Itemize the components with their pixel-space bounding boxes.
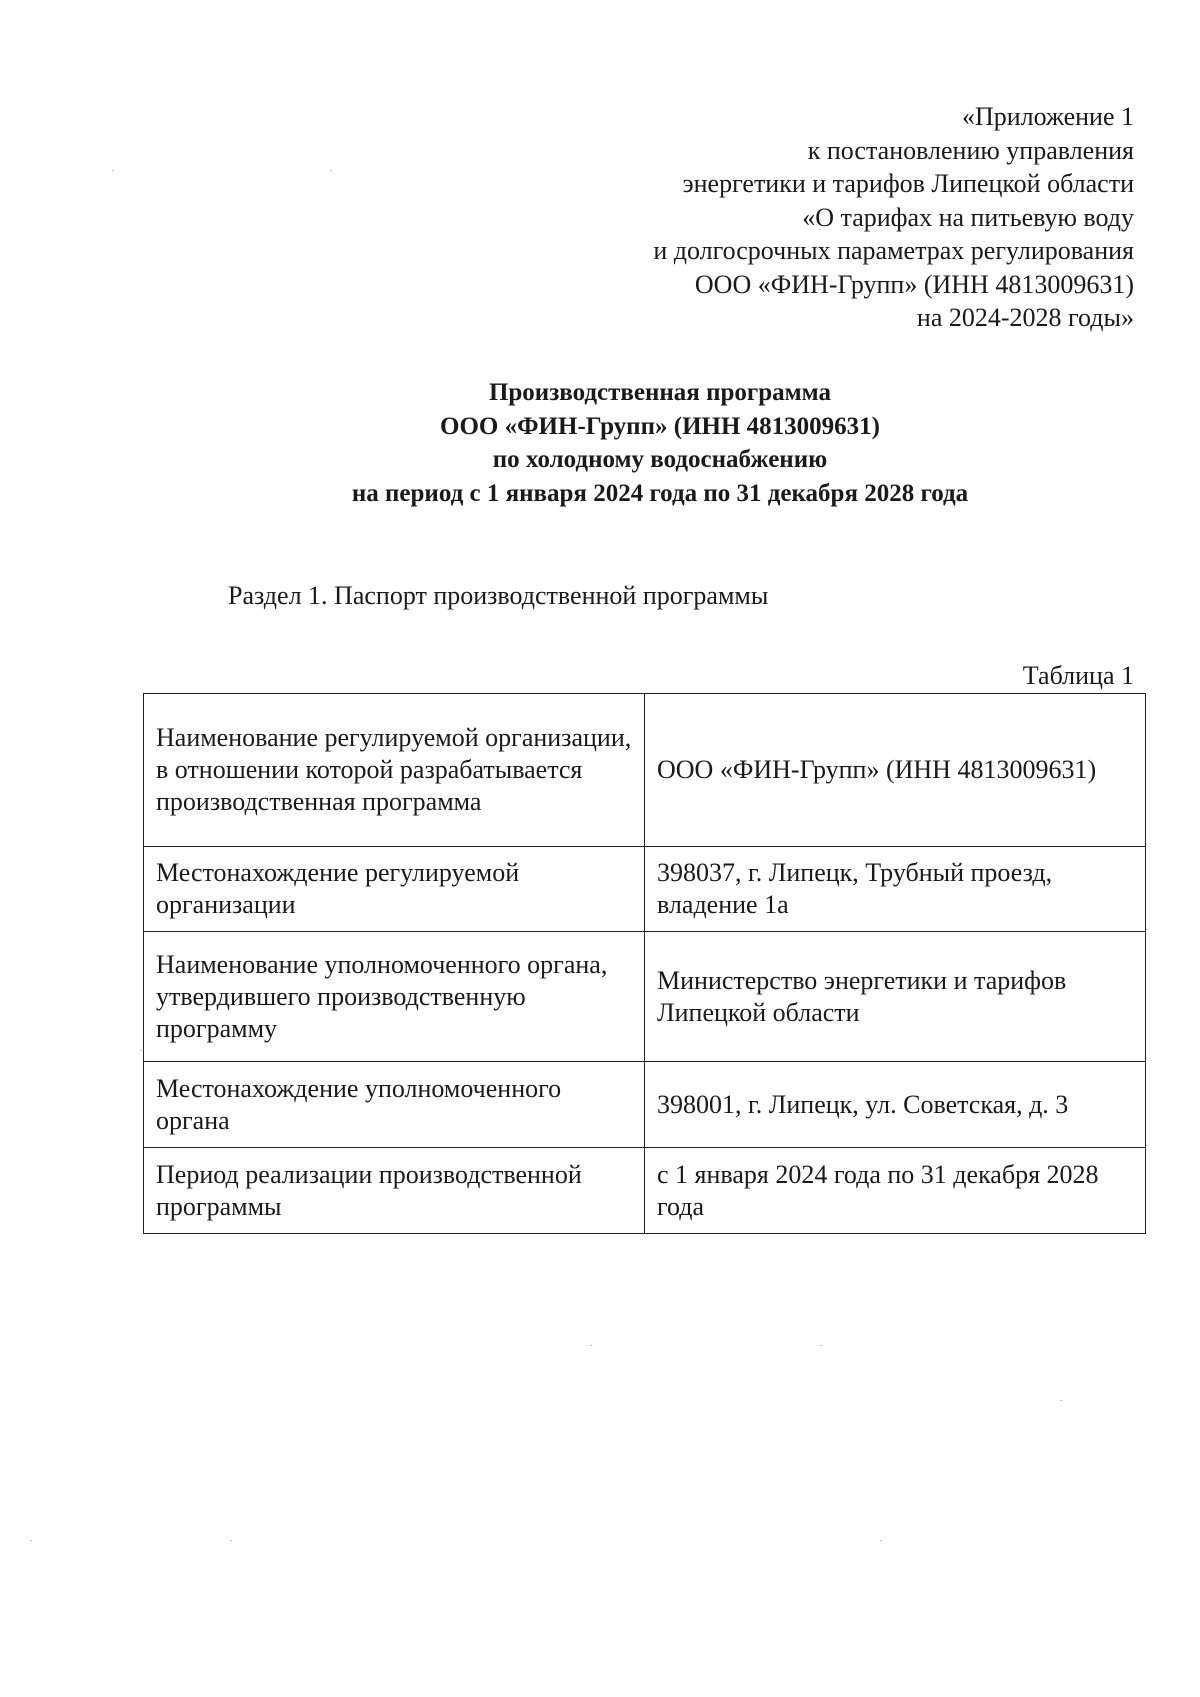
scan-speck [112,170,114,171]
passport-table [143,693,1146,1234]
scan-speck [820,1345,822,1346]
table-row [144,847,1146,932]
appendix-line: и долгосрочных параметрах регулирования [653,236,1134,265]
title-line: ООО «ФИН-Групп» (ИНН 4813009631) [440,412,880,440]
scan-speck [330,170,332,171]
scan-speck [30,1540,32,1541]
table-row [144,932,1146,1062]
table-row [144,694,1146,847]
appendix-line: энергетики и тарифов Липецкой области [682,169,1134,198]
appendix-line: «Приложение 1 [961,102,1134,131]
appendix-line: ООО «ФИН-Групп» (ИНН 4813009631) [694,269,1134,299]
scan-speck [1060,1400,1062,1401]
scan-speck [880,1540,882,1541]
document-title [300,376,1020,510]
appendix-header [653,100,1134,335]
section-heading: Раздел 1. Паспорт производственной программы [228,581,769,610]
table-row [144,1062,1146,1148]
scan-speck [230,1540,232,1541]
appendix-line: «О тарифах на питьевую воду [802,202,1134,232]
title-line: Производственная программа [488,379,832,406]
table-cell-label: Период реализации производственной программы [144,1148,645,1234]
appendix-line: к постановлению управления [807,135,1134,165]
table-cell-value: 398037, г. Липецк, Трубный проезд, владение 1а [645,847,1146,932]
scan-speck [590,1345,592,1346]
table-cell-value: с 1 января 2024 года по 31 декабря 2028 года [645,1148,1146,1234]
table-row [144,1148,1146,1234]
table-cell-value: 398001, г. Липецк, ул. Советская, д. 3 [645,1062,1146,1148]
scan-speck [140,1050,142,1051]
table-cell-value: Министерство энергетики и тарифов Липецкой области [645,932,1146,1062]
appendix-line: на 2024-2028 годы» [916,303,1134,332]
table-cell-label: Наименование уполномоченного органа, утвердившего производственную программу [144,932,645,1062]
table-cell-label: Местонахождение уполномоченного органа [144,1062,645,1148]
table-cell-label: Местонахождение регулируемой организации [144,847,645,932]
title-line: по холодному водоснабжению [492,446,828,473]
title-line: на период с 1 января 2024 года по 31 декабря 2028 года [351,479,969,507]
table-cell-label: Наименование регулируемой организации, в отношении которой разрабатывается производственная программа [144,694,645,847]
table-caption: Таблица 1 [1022,661,1134,690]
table-cell-value: ООО «ФИН-Групп» (ИНН 4813009631) [645,694,1146,847]
